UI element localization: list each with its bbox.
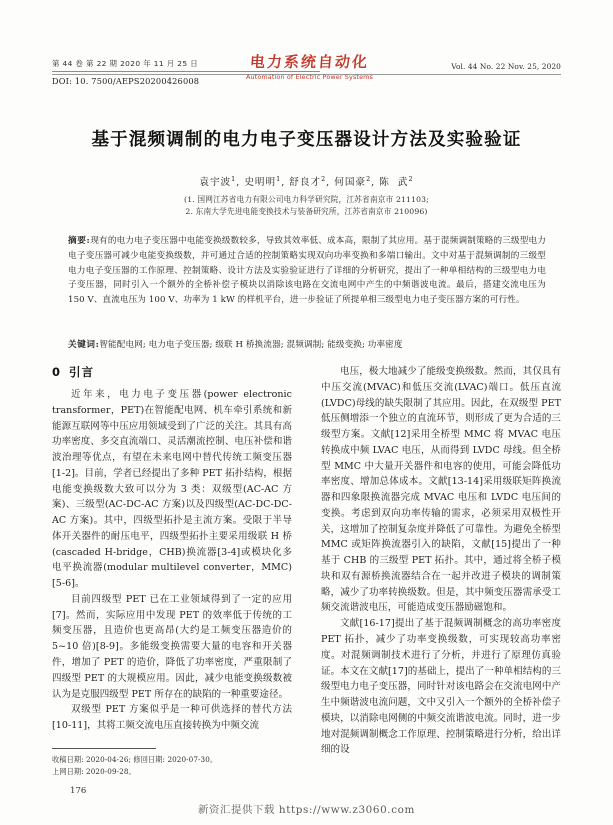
affiliation-1: (1. 国网江苏省电力有限公司电力科学研究院，江苏省南京市 211103;	[184, 195, 429, 204]
author-affil-marker: 2	[366, 174, 372, 183]
keywords-label: 关键词:	[68, 340, 100, 350]
paragraph: 近年来，电力电子变压器(power electronic transformer，PET)在智能配电网、机车牵引系统和新能源互联网等中压应用领域受到了广泛的关注。其具有高功率密度、多交直流端口、灵活潮流控制、电压补偿和谐波治理等优点，有望在未来电网中替代传统工频变压器[1-2]。目前，学者已经提出了多种 PET 拓扑结构，根据电能变换级数大致可以分为 3 类：双级型(AC-AC 方案)、三级型(AC-DC-AC 方案)以及四级型(AC-DC-DC-AC 方案)。其中，四级型拓扑是主流方案。受限于半导体开关器件的耐压电平，四级型拓扑主要采用级联 H 桥(cascaded H-bridge，CHB)换流器[3-4]或模块化多电平换流器(modular multilevel converter，MMC)[5-6]。	[52, 389, 292, 590]
abstract-label: 摘要:	[68, 236, 91, 246]
page-title: 基于混频调制的电力电子变压器设计方法及实验验证	[91, 130, 522, 150]
abstract-block	[68, 234, 546, 308]
masthead	[52, 53, 561, 98]
footnote-online: 上网日期: 2020-09-28。	[52, 766, 136, 776]
doi-line: DOI: 10. 7500/AEPS20200426008	[52, 76, 200, 86]
author-affil-marker: 2	[408, 174, 414, 183]
journal-logo	[202, 54, 417, 81]
paragraph: 电压，极大地减少了能级变换级数。然而，其仅具有中压交流(MVAC)和低压交流(LVAC)端口。低压直流(LVDC)母线的缺失限制了其应用。因此，在双级型 PET 低压侧增添一个独立的直流环节，则形成了更为合适的三级型方案。文献[12]采用全桥型 MMC 将 MVAC 电压转换成中频 LVAC 电压，从而得到 LVDC 母线。但全桥型 MMC 中大量开关器件和电容的使用，可能会降低功率密度、增加总体成本。文献[13-14]采用级联矩阵换流器和四象限换流器完成 MVAC 电压和 LVDC 电压间的变换。考虑到双向功率传输的需求，必须采用双极性开关，这增加了控制复杂度并降低了可靠性。为避免全桥型 MMC 或矩阵换流器引入的缺陷，文献[15]提出了一种基于 CHB 的三级型 PET 拓扑。其中，通过将全桥子模块和双有源桥换流器结合在一起并改进子模块的调制策略，减少了功率转换级数。但是，其中频变压器需承受工频交流谐波电压，可能造成变压器励磁饱和。	[321, 366, 561, 614]
affiliation-block	[0, 194, 613, 218]
keywords-block	[68, 338, 546, 353]
affiliation-2: 2. 东南大学先进电能变换技术与装备研究所，江苏省南京市 210096)	[185, 206, 428, 216]
author-affil-marker: 1	[276, 174, 282, 183]
abstract-text: 现有的电力电子变压器中电能变换级数较多，导致其效率低、成本高，限制了其应用。基于混频调制策略的三级型电力电子变压器可减少电能变换级数，并可通过合适的控制策略实现双向功率变换和多端口输出。文中对基于混频调制的三级型电力电子变压器的工作原理、控制策略、设计方法及实验验证进行了详细的分析研究，提出了一种单相结构的三级型电力电子变压器，同时引入一个额外的全桥补偿子模块以消除该电路在交流电网中产生的中频谐波电流。最后，搭建交流电压为 150 V、直流电压为 100 V、功率为 1 kW 的样机平台，进一步验证了所提单相三级型电力电子变压器方案的可行性。	[68, 236, 547, 306]
issue-line-cn: 第 44 卷 第 22 期 2020 年 11 月 25 日	[52, 58, 320, 72]
download-watermark: 新资汇提供下载 https://www.z3060.com	[198, 804, 415, 816]
section-number: 0	[52, 365, 62, 379]
body-columns	[52, 364, 561, 764]
author-affil-marker: 1	[231, 174, 237, 183]
journal-title-cn: 电力系统自动化	[249, 53, 370, 71]
footnote-rule	[52, 748, 156, 749]
footnote-received: 收稿日期: 2020-04-26; 修回日期: 2020-07-30。	[52, 755, 218, 764]
keywords-text: 智能配电网; 电力电子变压器; 级联 H 桥换流器; 混频调制; 能级变换; 功率密度	[99, 340, 403, 350]
author-list: 袁宇波$^1$, 史明明$^1$, 舒良才$^2$, 何国豪$^2$, 陈 武$^2$	[199, 174, 414, 188]
footnote-block	[52, 748, 292, 777]
paragraph: 文献[16-17]提出了基于混频调制概念的高功率密度 PET 拓扑，减少了功率变换级数，可实现较高功率密度。对混频调制技术进行了分析，并进行了原理仿真验证。本文在文献[17]的基础上，提出了一种单相结构的三级型电力电子变压器，同时针对该电路会在交流电网中产生中频谐波电流问题，文中又引入一个额外的全桥补偿子模块，以消除电网侧的中频交流谐波电流。同时，进一步地对混频调制概念工作原理、控制策略进行分析，给出详细的设	[321, 618, 561, 756]
section-heading	[52, 364, 292, 380]
section-title: 引言	[69, 365, 95, 379]
journal-title-en: Automation of Electric Power Systems	[245, 72, 374, 81]
paragraph: 双级型 PET 方案似乎是一种可供选择的替代方法[10-11]，其将工频交流电压直接转换为中频交流	[52, 704, 292, 732]
page-number: 176	[70, 786, 87, 796]
column-left	[52, 364, 292, 734]
issue-line-en: Vol. 44 No. 22 Nov. 25, 2020	[451, 62, 561, 71]
column-right	[321, 364, 561, 758]
author-affil-marker: 2	[321, 174, 327, 183]
paragraph: 目前四级型 PET 已在工业领域得到了一定的应用[7]。然而，实际应用中发现 PET 的效率低于传统的工频变压器，且造价也更高昂(大约是工频变压器造价的 5~10 倍)[8-9]。多能级变换需要大量的电容和开关器件，增加了 PET 的造价，降低了功率密度，严重限制了四级型 PET 的大规模应用。因此，减少电能变换级数被认为是克服四级型 PET 所存在的缺陷的一种重要途径。	[52, 593, 292, 700]
